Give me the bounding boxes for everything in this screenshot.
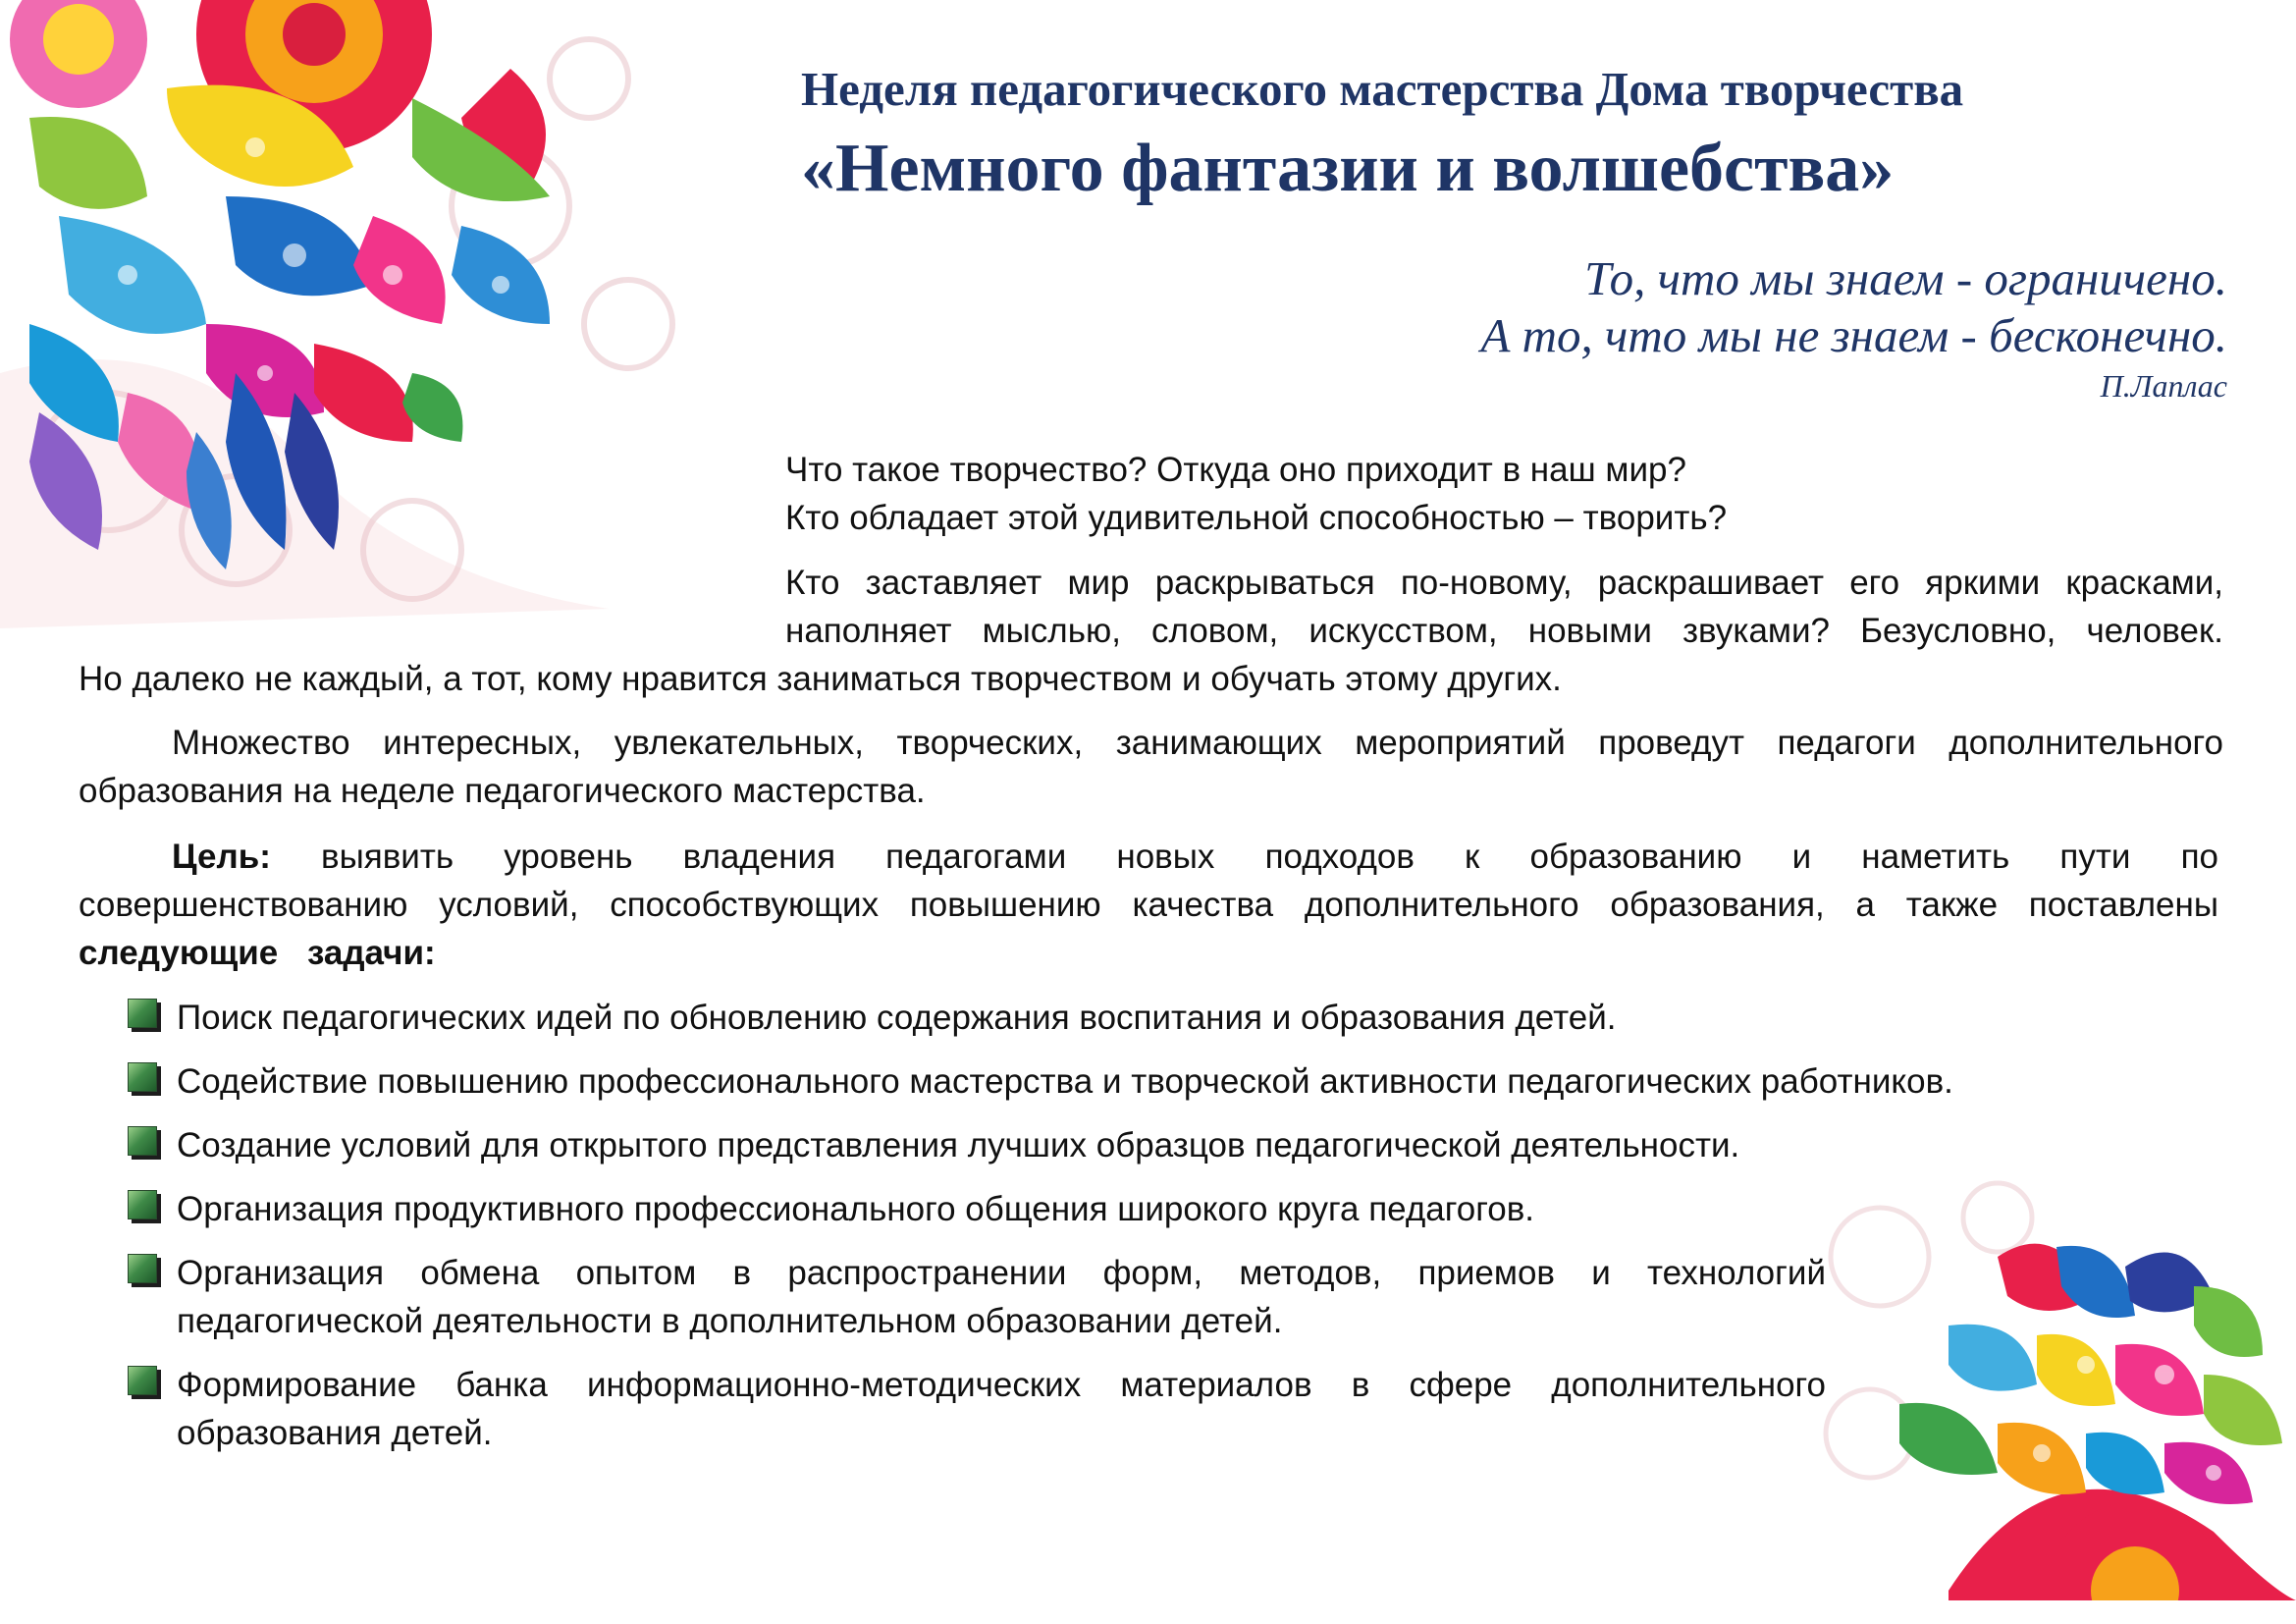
- green-square-bullet-icon: [128, 1126, 157, 1156]
- intro-question-2: Кто обладает этой удивительной способностью – творить?: [785, 499, 1728, 537]
- epigraph-line-1: То, что мы знаем - ограничено.: [1584, 251, 2227, 305]
- goal-label: Цель:: [172, 838, 271, 876]
- tasks-label: следующие задачи:: [79, 934, 436, 972]
- epigraph-line-2: А то, что мы не знаем - бесконечно.: [1480, 308, 2227, 362]
- tasks-list: [128, 994, 1953, 1473]
- intro-questions: [785, 446, 2223, 542]
- paragraph-who-creates: [79, 559, 2223, 703]
- green-square-bullet-icon: [128, 1366, 157, 1395]
- intro-question-1: Что такое творчество? Откуда оно приходит в наш мир?: [785, 451, 1686, 489]
- task-text: Организация обмена опытом в распространении форм, методов, приемов и технологий педагогической деятельности в дополнительном образовании детей.: [177, 1254, 1826, 1340]
- paisley-ornament-bottom: [1801, 1178, 2296, 1600]
- event-title: Неделя педагогического мастерства Дома творчества: [801, 62, 1964, 116]
- green-square-bullet-icon: [128, 1062, 157, 1092]
- green-square-bullet-icon: [128, 1254, 157, 1283]
- task-text: Формирование банка информационно-методических материалов в сфере дополнительного образования детей.: [177, 1366, 1826, 1452]
- list-item: [128, 1057, 2179, 1106]
- task-text: Создание условий для открытого представления лучших образцов педагогической деятельности.: [177, 1126, 1740, 1164]
- list-item: [128, 1249, 1826, 1345]
- paragraph-line: Но далеко не каждый, а тот, кому нравится заниматься творчеством и обучать этому других.: [79, 660, 1562, 698]
- epigraph: [1480, 250, 2227, 407]
- list-item: [128, 994, 2179, 1042]
- green-square-bullet-icon: [128, 999, 157, 1028]
- event-subtitle: «Немного фантазии и волшебства»: [801, 131, 1895, 206]
- paragraph-goal: [79, 833, 2218, 977]
- paragraph-line: Кто заставляет мир раскрываться по-новому, раскрашивает его яркими красками,: [785, 564, 2223, 602]
- green-square-bullet-icon: [128, 1190, 157, 1219]
- task-text: Содействие повышению профессионального мастерства и творческой активности педагогических работников.: [177, 1062, 1953, 1101]
- list-item: [128, 1121, 1826, 1169]
- list-item: [128, 1185, 1826, 1233]
- task-text: Организация продуктивного профессионального общения широкого круга педагогов.: [177, 1190, 1535, 1228]
- paragraph-events: Множество интересных, увлекательных, творческих, занимающих мероприятий проведут педагоги дополнительного образования на неделе педагогического мастерства.: [79, 724, 2223, 810]
- list-item: [128, 1361, 1826, 1457]
- epigraph-author: П.Лаплас: [2100, 368, 2227, 404]
- paisley-ornament-top: [0, 0, 775, 628]
- task-text: Поиск педагогических идей по обновлению содержания воспитания и образования детей.: [177, 999, 1617, 1037]
- goal-text: выявить уровень владения педагогами новых подходов к образованию и наметить пути по совершенствованию условий, способствующих повышению качества дополнительного образования, а также поставлены: [79, 838, 2218, 924]
- paragraph-line: наполняет мыслью, словом, искусством, новыми звуками? Безусловно, человек.: [785, 612, 2223, 650]
